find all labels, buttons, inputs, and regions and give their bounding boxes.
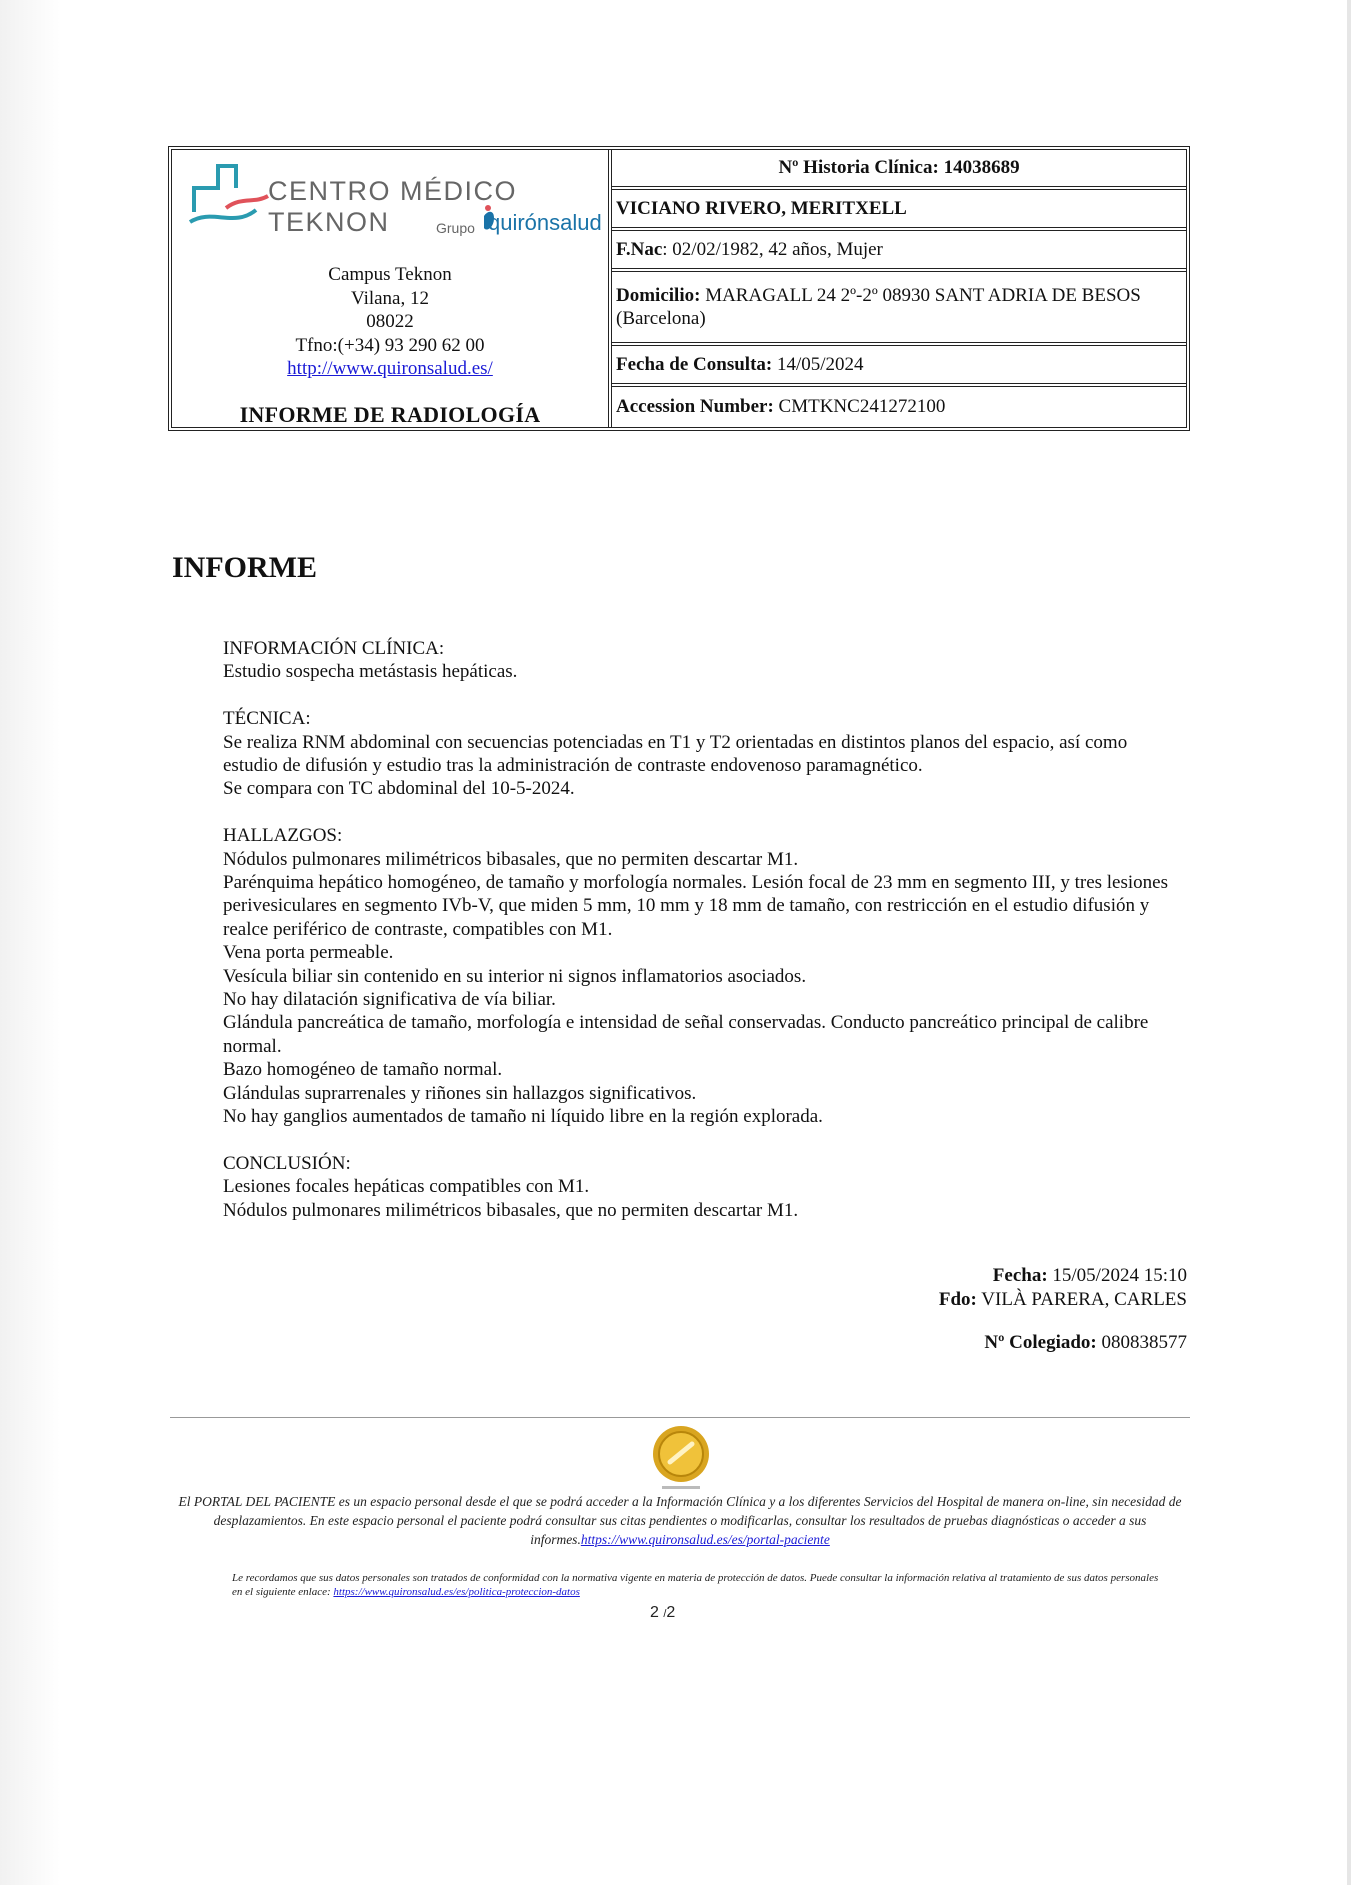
page-current: 2: [650, 1604, 659, 1621]
body-line: Glándula pancreática de tamaño, morfología e intensidad de señal conservadas. Conducto pancreático principal de calibre normal.: [223, 1012, 1149, 1057]
address-cell: [612, 272, 1186, 346]
fnac-value: : 02/02/1982, 42 años, Mujer: [662, 238, 883, 260]
body-line: Bazo homogéneo de tamaño normal.: [223, 1059, 503, 1081]
group-label: Grupo: [436, 220, 475, 236]
section-heading: INFORMACIÓN CLÍNICA:: [223, 638, 445, 659]
body-line: Parénquima hepático homogéneo, de tamaño y morfología normales. Lesión focal de 23 mm en segmento III, y tres lesiones perivesiculares en segmento IVb-V, que miden 5 mm, 10 mm y 18 mm de tamaño, con restricción en el estudio difusión y realce periférico de contraste, compatibles con M1.: [223, 872, 1168, 940]
historia-cell: [612, 150, 1186, 190]
phone: Tfno:(+34) 93 290 62 00: [295, 334, 485, 356]
section-heading: CONCLUSIÓN:: [223, 1152, 351, 1174]
center-name: CENTRO MÉDICO TEKNON: [268, 176, 517, 237]
consulta-label: Fecha de Consulta:: [616, 353, 773, 375]
findings-section: [223, 824, 1183, 1128]
brand-name: quirónsalud: [488, 210, 602, 235]
body-line: Vena porta permeable.: [223, 942, 394, 964]
birthdate-cell: [612, 231, 1186, 272]
body-line: Glándulas suprarrenales y riñones sin hallazgos significativos.: [223, 1082, 697, 1104]
patient-name-cell: [612, 190, 1186, 231]
technique-section: [223, 707, 1183, 801]
center-info: [172, 150, 612, 427]
page-number: [650, 1604, 675, 1622]
historia-label: Nº Historia Clínica:: [778, 157, 939, 178]
body-line: Se compara con TC abdominal del 10-5-2024.: [223, 778, 575, 800]
patient-name: VICIANO RIVERO, MERITXELL: [616, 197, 907, 219]
body-line: No hay dilatación significativa de vía biliar.: [223, 989, 556, 1011]
body-line: Lesiones focales hepáticas compatibles con M1.: [223, 1176, 590, 1198]
accession-cell: [612, 387, 1186, 427]
consulta-value: 14/05/2024: [776, 353, 864, 375]
fecha-value: 15/05/2024 15:10: [1052, 1265, 1187, 1286]
conclusion-section: [223, 1152, 1183, 1222]
address-line: Campus Teknon: [328, 264, 452, 285]
body-line: No hay ganglios aumentados de tamaño ni líquido libre en la región explorada.: [223, 1106, 823, 1128]
body-line: Vesícula biliar sin contenido en su interior ni signos inflamatorios asociados.: [223, 965, 807, 987]
page-separator: /: [663, 1608, 667, 1620]
report-body: [223, 637, 1183, 1246]
domicilio-value: MARAGALL 24 2º-2º 08930 SANT ADRIA DE BESOS (Barcelona): [616, 285, 1141, 329]
fecha-label: Fecha:: [992, 1265, 1048, 1286]
fdo-label: Fdo:: [938, 1289, 977, 1310]
body-line: Nódulos pulmonares milimétricos bibasales, que no permiten descartar M1.: [223, 848, 799, 870]
consulta-cell: [612, 346, 1186, 387]
page-shadow: [0, 0, 60, 1885]
fdo-value: VILÀ PARERA, CARLES: [981, 1289, 1187, 1310]
footer-divider: [170, 1417, 1190, 1418]
page-total: 2: [666, 1604, 676, 1621]
signature-block: [939, 1264, 1187, 1355]
section-heading: HALLAZGOS:: [223, 825, 343, 847]
clinical-info-section: [223, 637, 1183, 684]
patient-info: [612, 150, 1186, 427]
portal-link[interactable]: https://www.quironsalud.es/es/portal-paciente: [580, 1532, 830, 1547]
address-line: Vilana, 12: [350, 287, 429, 309]
privacy-notice: [232, 1571, 1162, 1599]
address-block: [172, 263, 608, 381]
accreditation-seal-icon: [650, 1424, 712, 1494]
privacy-text: Le recordamos que sus datos personales son tratados de conformidad con la normativa vigente en materia de protección de datos. Puede consultar la información relativa al tratamiento de sus datos personales en el siguiente enlace:: [232, 1572, 1159, 1598]
report-title: INFORME: [172, 551, 317, 584]
portal-text: El PORTAL DEL PACIENTE es un espacio personal desde el que se podrá acceder a la Información Clínica y a los diferentes Servicios del Hospital de manera on-line, sin necesidad de desplazamientos. En este espacio personal el paciente podrá consultar sus citas pendientes o modificarlas, consultar los resultados de pruebas diagnósticas o acceder a sus informes.: [178, 1494, 1182, 1547]
colegiado-value: 080838577: [1101, 1332, 1187, 1353]
page-edge: [1347, 0, 1351, 1885]
fnac-label: F.Nac: [616, 238, 663, 260]
body-line: Nódulos pulmonares milimétricos bibasales, que no permiten descartar M1.: [223, 1199, 799, 1221]
section-heading: TÉCNICA:: [223, 708, 311, 730]
report-type: INFORME DE RADIOLOGÍA: [239, 402, 541, 427]
patient-portal-notice: [170, 1492, 1190, 1549]
privacy-link[interactable]: https://www.quironsalud.es/es/politica-proteccion-datos: [333, 1586, 580, 1598]
postal-code: 08022: [366, 311, 414, 332]
colegiado-label: Nº Colegiado:: [984, 1332, 1097, 1353]
report-header: [168, 146, 1190, 431]
domicilio-label: Domicilio:: [616, 285, 701, 306]
website-link[interactable]: http://www.quironsalud.es/: [287, 358, 493, 379]
body-line: Estudio sospecha metástasis hepáticas.: [223, 661, 518, 683]
accession-value: CMTKNC241272100: [778, 396, 946, 417]
historia-value: 14038689: [943, 157, 1020, 178]
body-line: Se realiza RNM abdominal con secuencias potenciadas en T1 y T2 orientadas en distintos planos del espacio, así como estudio de difusión y estudio tras la administración de contraste endovenoso paramagnético.: [223, 731, 1128, 777]
accession-label: Accession Number:: [616, 396, 774, 417]
